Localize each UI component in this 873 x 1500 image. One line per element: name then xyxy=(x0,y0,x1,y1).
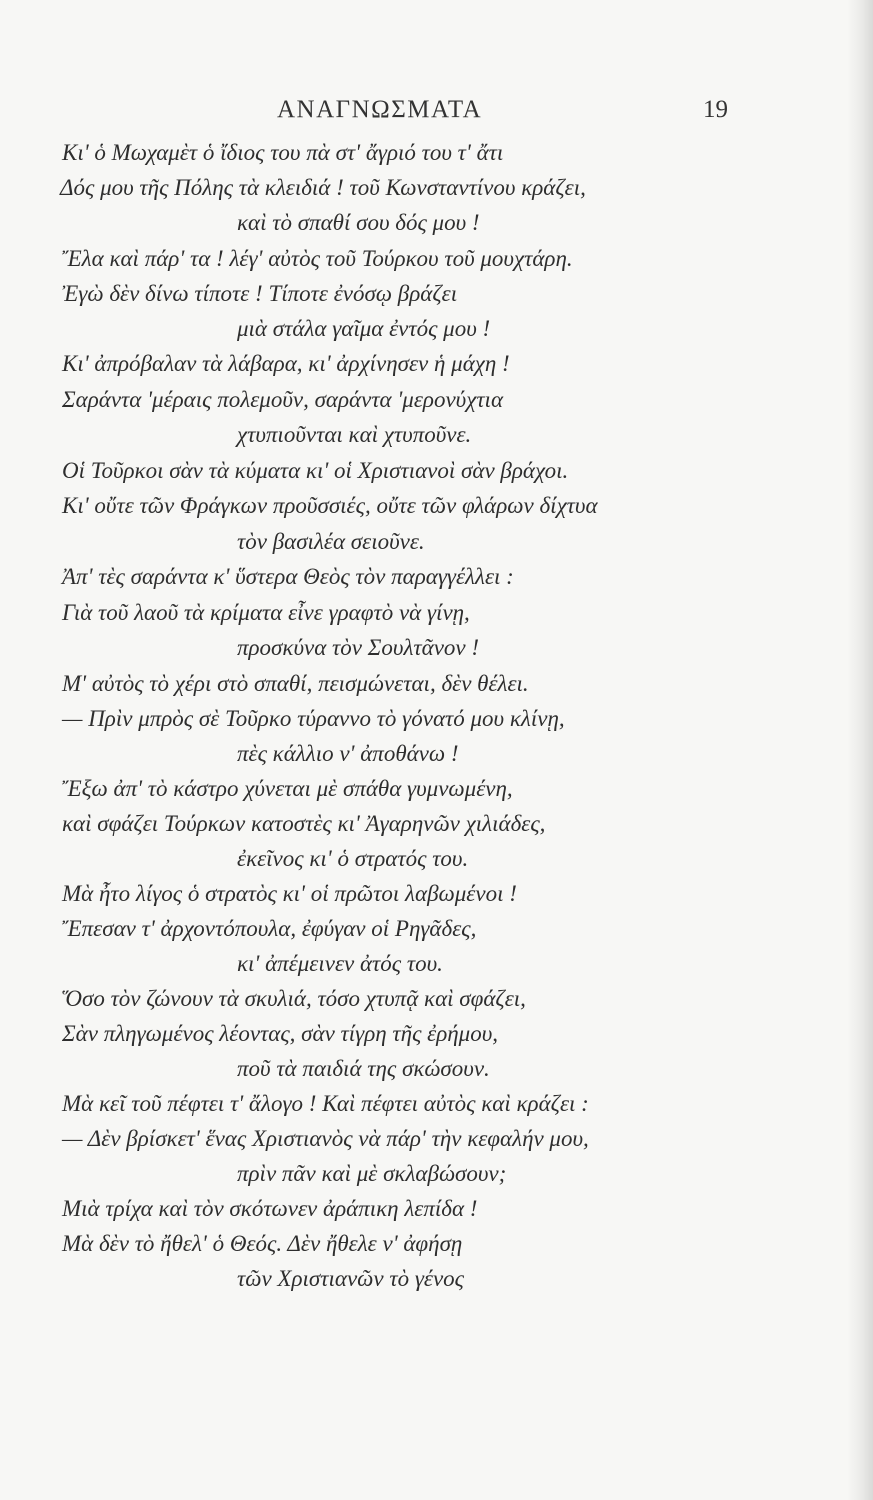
poem-line: Μὰ κεῖ τοῦ πέφτει τ' ἄλογο ! Καὶ πέφτει αὐτὸς καὶ κράζει : xyxy=(62,1091,589,1116)
poem-line: Κι' ὁ Μωχαμὲτ ὁ ἴδιος του πὰ στ' ἄγριό του τ' ἄτι xyxy=(62,140,504,165)
poem-line: Ἔλα καὶ πάρ' τα ! λέγ' αὐτὸς τοῦ Τούρκου τοῦ μουχτάρη. xyxy=(62,246,573,271)
poem-line: καὶ τὸ σπαθί σου δός μου ! xyxy=(237,210,480,235)
poem-line: τῶν Χριστιανῶν τὸ γένος xyxy=(237,1266,465,1291)
poem-line: Ἐγὼ δὲν δίνω τίποτε ! Τίποτε ἐνόσῳ βράζει xyxy=(62,281,458,306)
poem-line: — Δὲν βρίσκετ' ἕνας Χριστιανὸς νὰ πάρ' τὴν κεφαλήν μου, xyxy=(62,1126,589,1151)
poem-line: Ἀπ' τὲς σαράντα κ' ὕστερα Θεὸς τὸν παραγγέλλει : xyxy=(62,564,514,589)
poem-line: Οἱ Τοῦρκοι σὰν τὰ κύματα κι' οἱ Χριστιανοὶ σὰν βράχοι. xyxy=(62,458,569,483)
poem-line: ἐκεῖνος κι' ὁ στρατός του. xyxy=(237,846,469,871)
poem-line: Μιὰ τρίχα καὶ τὸν σκότωνεν ἀράπικη λεπίδα ! xyxy=(62,1196,478,1221)
poem-line: μιὰ στάλα γαῖμα ἐντός μου ! xyxy=(237,316,491,341)
poem-line: τὸν βασιλέα σειοῦνε. xyxy=(237,529,425,554)
poem-line: πὲς κάλλιο ν' ἀποθάνω ! xyxy=(237,741,459,766)
poem-line: Ἔξω ἀπ' τὸ κάστρο χύνεται μὲ σπάθα γυμνωμένη, xyxy=(62,776,513,801)
poem-line: Κι' ἀπρόβαλαν τὰ λάβαρα, κι' ἀρχίνησεν ἡ μάχη ! xyxy=(62,351,510,376)
poem-line: πρὶν πᾶν καὶ μὲ σκλαβώσουν; xyxy=(237,1161,507,1186)
poem-line: κι' ἀπέμεινεν ἀτός του. xyxy=(237,951,443,976)
poem-line: — Πρὶν μπρὸς σὲ Τοῦρκο τύραννο τὸ γόνατό μου κλίνῃ, xyxy=(62,706,565,731)
poem-line: ποῦ τὰ παιδιά της σκώσουν. xyxy=(237,1056,490,1081)
poem-line: Ὅσο τὸν ζώνουν τὰ σκυλιά, τόσο χτυπᾷ καὶ σφάζει, xyxy=(62,986,526,1011)
poem-line: Μὰ ἦτο λίγος ὁ στρατὸς κι' οἱ πρῶτοι λαβωμένοι ! xyxy=(62,881,517,906)
poem-line: Μ' αὐτὸς τὸ χέρι στὸ σπαθί, πεισμώνεται, δὲν θέλει. xyxy=(62,671,529,696)
poem-line: χτυπιοῦνται καὶ χτυποῦνε. xyxy=(237,422,472,447)
poem-line: Σαράντα 'μέραις πολεμοῦν, σαράντα 'μερονύχτια xyxy=(62,387,504,412)
poem-line: Ἔπεσαν τ' ἀρχοντόπουλα, ἐφύγαν οἱ Ρηγᾶδες, xyxy=(62,916,477,941)
poem-line: καὶ σφάζει Τούρκων κατοστὲς κι' Ἀγαρηνῶν χιλιάδες, xyxy=(62,811,546,836)
poem-line: Κι' οὔτε τῶν Φράγκων προῦσσιές, οὔτε τῶν φλάρων δίχτυα xyxy=(62,493,598,518)
poem-line: Δός μου τῆς Πόλης τὰ κλειδιά ! τοῦ Κωνσταντίνου κράζει, xyxy=(60,175,586,200)
running-title: ΑΝΑΓΝΩΣΜΑΤΑ xyxy=(277,96,483,123)
poem-line: προσκύνα τὸν Σουλτᾶνον ! xyxy=(237,635,480,660)
page-number: 19 xyxy=(703,96,728,123)
poem-line: Σὰν πληγωμένος λέοντας, σὰν τίγρη τῆς ἐρήμου, xyxy=(62,1021,499,1046)
poem-line: Μὰ δὲν τὸ ἤθελ' ὁ Θεός. Δὲν ἤθελε ν' ἀφήσῃ xyxy=(62,1231,463,1256)
poem-line: Γιὰ τοῦ λαοῦ τὰ κρίματα εἶνε γραφτὸ νὰ γίνῃ, xyxy=(62,600,470,625)
